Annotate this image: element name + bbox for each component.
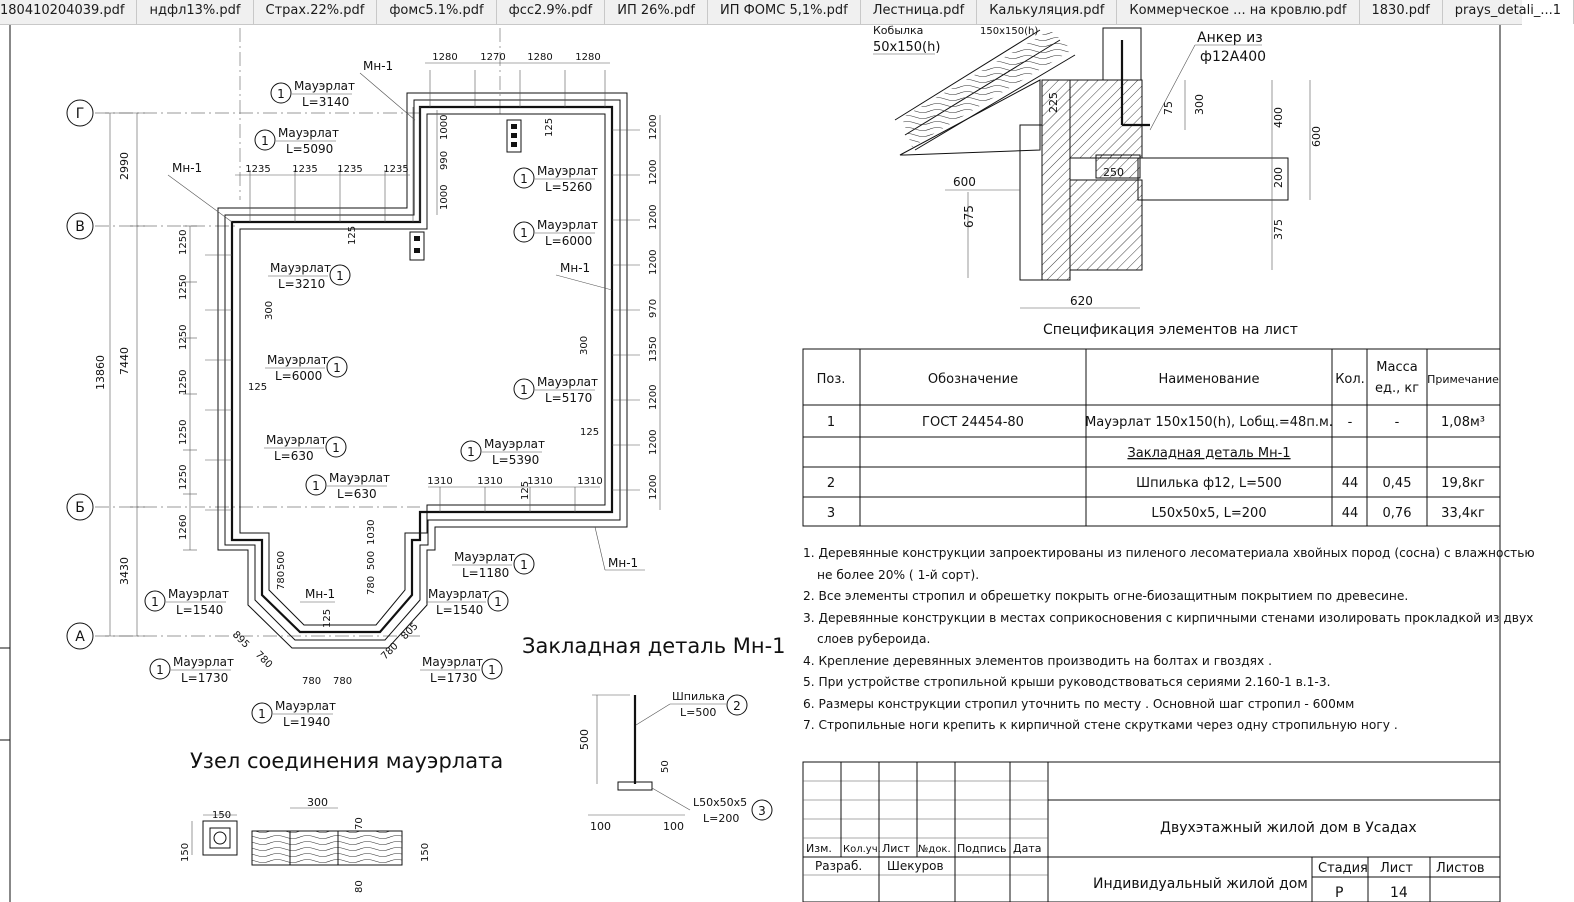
roof-size: 50x150(h) [873,40,941,55]
callout-name: Мауэрлат [454,550,516,564]
anchor-label: Анкер из [1197,30,1263,46]
dim-text: 1000 [439,184,450,210]
angle-length: L=200 [703,812,740,825]
anchor-size: ф12А400 [1200,49,1267,65]
dim-text: 780 [366,575,377,595]
pdf-tab[interactable]: Лестница.pdf [861,0,977,24]
callout-name: Мауэрлат [275,699,337,713]
dim-text: 1250 [178,369,189,395]
dim-text: 500 [366,550,377,570]
spec-cell: - [1347,415,1353,430]
callout-length: L=6000 [275,369,323,383]
bolt-label: Шпилька [672,690,726,703]
callout-length: L=630 [274,449,314,463]
dim-text: 13860 [94,355,107,390]
roof-plan [67,28,660,729]
callout-name: Мауэрлат [537,375,599,389]
dim-text: 1235 [245,164,271,175]
note-line: слоев рубероида. [817,632,931,646]
pdf-tab[interactable]: фомс5.1%.pdf [377,0,496,24]
pdf-tab[interactable]: ИП 26%.pdf [605,0,708,24]
mauerlat-callout [452,550,534,580]
spec-header: Примечание [1427,373,1499,386]
embed-part-label: Мн-1 [172,161,203,175]
spec-header: Поз. [816,372,846,387]
dim-text: 1200 [648,429,659,455]
callout-number: 1 [520,172,528,186]
dim-text: 1270 [480,52,506,63]
spec-cell: 0,45 [1382,476,1412,491]
dim-text: 1350 [648,336,659,362]
note-line: 4. Крепление деревянных элементов производить на болтах и гвоздях . [803,654,1272,668]
dim-text: 2990 [118,152,131,180]
dim-text: 1235 [383,164,409,175]
node-detail [180,796,431,893]
axis-label: В [75,219,85,235]
callout-name: Мауэрлат [428,587,490,601]
dim-text: 1260 [178,514,189,540]
callout-length: L=3140 [302,95,350,109]
dim-text: 1310 [427,476,453,487]
embed-part-label: Мн-1 [305,587,336,601]
axis-label: Г [75,106,85,122]
callout-number: 1 [494,595,502,609]
mauerlat-callout [264,433,346,463]
stamp-object: Индивидуальный жилой дом [1093,876,1308,892]
callout-name: Мауэрлат [278,126,340,140]
dim-text: 1200 [648,159,659,185]
dim-text: 125 [520,480,531,500]
dim-text: 100 [590,820,611,833]
dim-text: 1200 [648,249,659,275]
dim-text: 675 [962,205,976,228]
spec-cell: 33,4кг [1441,506,1485,521]
spec-cell: 44 [1341,506,1359,521]
stamp-stage-header: Стадия [1318,861,1368,876]
callout-length: L=630 [337,487,377,501]
mauerlat-callout [514,375,598,405]
dim-text: 125 [544,117,555,137]
wall-section [873,24,1323,338]
dim-text: 80 [354,880,365,893]
stamp-sheet: 14 [1390,885,1408,901]
callout-length: L=1540 [176,603,224,617]
pdf-tab[interactable]: Коммерческое ... на кровлю.pdf [1117,0,1359,24]
dim-text: 300 [1193,94,1206,115]
callout-name: Мауэрлат [168,587,230,601]
dim-text: 1250 [178,274,189,300]
dim-text: 1200 [648,384,659,410]
callout-number: 1 [261,134,269,148]
note-line: 5. При устройстве стропильной крыши руководствоваться сериями 2.160-1 в.1-3. [803,675,1331,689]
angle-label: L50x50x5 [693,796,748,809]
dim-text: 600 [1310,126,1323,147]
callout-length: L=3210 [278,277,326,291]
dim-text: 1200 [648,204,659,230]
embed-part-label: Мн-1 [560,261,591,275]
spec-cell: 1 [826,415,836,430]
dim-text: 70 [354,817,365,830]
dim-text: 150 [420,842,431,862]
general-notes [803,546,1535,732]
dim-text: 150 [180,842,191,862]
callout-name: Мауэрлат [270,261,332,275]
callout-length: L=1180 [462,566,510,580]
stamp-col: №док. [918,844,951,855]
dim-text: 600 [953,175,976,189]
dim-text: 500 [578,729,591,750]
dim-text: 300 [579,335,590,355]
spec-cell: Мауэрлат 150х150(h), Lобщ.=48п.м. [1085,415,1333,430]
note-line: 2. Все элементы стропил и обрешетку покрыть огне-биозащитным покрытием по древесине. [803,589,1409,603]
note-line: 1. Деревянные конструкции запроектированы из пиленого лесоматериала хвойных пород (сосна) с влажностью [803,546,1535,560]
dim-text: 125 [580,427,600,438]
spec-cell: 44 [1341,476,1359,491]
stamp-sheet-header: Лист [1380,861,1413,876]
note-line: не более 20% ( 1-й сорт). [817,568,980,582]
dim-text: 780 [252,649,275,671]
dim-text: 1280 [432,52,458,63]
dim-text: 1310 [577,476,603,487]
dim-text: 1030 [366,519,377,545]
spec-header: Масса [1376,360,1418,375]
callout-name: Мауэрлат [294,79,356,93]
dim-text: 100 [663,820,684,833]
dim-text: 780 [276,570,287,590]
dim-text: 1250 [178,324,189,350]
note-line: 6. Размеры конструкции стропил уточнить по месту . Основной шаг стропил - 600мм [803,697,1355,711]
dim-text: 805 [399,620,421,643]
spec-cell: 0,76 [1382,506,1412,521]
callout-name: Мауэрлат [537,218,599,232]
note-line: 7. Стропильные ноги крепить к кирпичной стене скрутками через одну стропильную ногу . [803,718,1398,732]
mauerlat-callout [426,587,508,617]
callout-name: Мауэрлат [267,353,329,367]
pdf-tab[interactable]: фсс2.9%.pdf [497,0,606,24]
callout-name: Мауэрлат [266,433,328,447]
dim-text: 3430 [118,557,131,585]
node-title: Узел соединения мауэрлата [190,749,504,773]
dim-text: 1200 [648,474,659,500]
callout-number: 3 [758,804,766,818]
callout-length: L=1940 [283,715,331,729]
spec-cell: 19,8кг [1441,476,1485,491]
stamp-project: Двухэтажный жилой дом в Усадах [1160,820,1417,836]
dim-text: 1200 [648,114,659,140]
callout-length: L=5170 [545,391,593,405]
spec-cell: 2 [826,476,836,491]
axis-label: А [75,629,85,645]
detail-title: Закладная деталь Мн-1 [522,634,786,658]
dim-text: 250 [1103,166,1124,179]
mauerlat-callout [145,587,229,617]
axis-label: Б [75,500,85,516]
dim-text: 780 [379,640,401,663]
stamp-sheets-header: Листов [1436,861,1485,876]
dim-text: 1235 [292,164,318,175]
callout-number: 1 [520,558,528,572]
spec-cell: - [1394,415,1400,430]
callout-number: 1 [336,269,344,283]
callout-number: 1 [520,226,528,240]
dim-text: 1250 [178,229,189,255]
dim-text: 1235 [337,164,363,175]
spec-header: Обозначение [927,372,1019,387]
callout-name: Мауэрлат [537,164,599,178]
dim-text: 125 [322,608,333,628]
dim-text: 1000 [439,114,450,140]
pdf-tab[interactable]: 180410204039.pdf [0,0,137,24]
spec-cell: ГОСТ 24454-80 [922,415,1024,430]
callout-length: L=5390 [492,453,540,467]
dim-text: 1280 [575,52,601,63]
section-partial-label: 150х150(h) [980,26,1039,37]
dim-text: 125 [347,225,358,245]
spec-header: Кол. [1335,372,1365,387]
spec-cell: Закладная деталь Мн-1 [1127,446,1291,461]
pdf-tab[interactable]: ндфл13%.pdf [137,0,253,24]
stamp-col: Лист [882,842,910,855]
spec-cell: Шпилька ф12, L=500 [1136,476,1282,491]
dim-text: 125 [248,382,268,393]
callout-number: 1 [488,663,496,677]
callout-name: Мауэрлат [484,437,546,451]
mauerlat-callout [461,437,545,467]
dim-text: 400 [1272,107,1285,128]
dim-text: 375 [1272,219,1285,240]
mauerlat-callout [271,79,355,109]
pdf-tab[interactable]: ИП ФОМС 5,1%.pdf [708,0,861,24]
spec-cell: 1,08м³ [1441,415,1485,430]
pdf-viewport[interactable] [0,24,1535,902]
dim-text: 1280 [527,52,553,63]
callout-length: L=5260 [545,180,593,194]
mauerlat-callout [268,261,350,291]
dim-text: 780 [302,676,322,687]
mauerlat-callout [306,471,390,501]
callout-number: 1 [258,707,266,721]
title-block [803,762,1500,902]
dim-text: 300 [264,300,275,320]
spec-table [803,349,1500,526]
dim-text: 7440 [118,347,131,375]
spec-caption: Спецификация элементов на лист [1043,322,1298,338]
dim-text: 1310 [527,476,553,487]
embed-part-label: Мн-1 [608,556,639,570]
embed-detail [578,690,772,833]
callout-length: L=1730 [181,671,229,685]
callout-number: 1 [467,445,475,459]
callout-length: L=5090 [286,142,334,156]
dim-text: 895 [229,629,252,651]
mauerlat-callout [255,126,339,156]
callout-name: Мауэрлат [422,655,484,669]
callout-length: L=6000 [545,234,593,248]
pdf-tab-bar [0,0,1562,25]
stamp-col: Кол.уч. [843,844,881,855]
pdf-tab[interactable]: Калькуляция.pdf [977,0,1117,24]
spec-header: Наименование [1158,372,1260,387]
dim-text: 970 [648,298,659,318]
dim-text: 1310 [477,476,503,487]
roof-label: Кобылка [873,24,924,37]
dim-text: 150 [212,810,232,821]
callout-name: Мауэрлат [173,655,235,669]
dim-text: 1250 [178,419,189,445]
callout-number: 1 [156,663,164,677]
spec-cell: L50x50x5, L=200 [1151,506,1267,521]
dim-text: 780 [333,676,353,687]
callout-number: 1 [520,383,528,397]
callout-number: 1 [277,87,285,101]
bolt-length: L=500 [680,706,717,719]
dim-text: 225 [1047,92,1060,113]
mauerlat-callout [514,164,598,194]
mauerlat-callout [514,218,598,248]
spec-header: ед., кг [1374,381,1420,396]
stamp-col: Изм. [806,842,832,855]
callout-length: L=1730 [430,671,478,685]
pdf-tab[interactable]: prays_detali_...1 [1443,0,1574,24]
stamp-stage: Р [1335,885,1344,901]
embed-part-label: Мн-1 [363,59,394,73]
dim-text: 50 [660,760,671,773]
dim-text: 300 [307,796,328,809]
dim-text: 620 [1070,294,1093,308]
dim-text: 1250 [178,464,189,490]
mauerlat-callout [252,699,336,729]
callout-name: Мауэрлат [329,471,391,485]
mauerlat-callout [420,655,502,685]
callout-number: 1 [312,479,320,493]
mauerlat-callout [150,655,234,685]
drawing-sheet [0,24,1535,902]
dim-text: 990 [439,150,450,170]
pdf-tab[interactable]: 1830.pdf [1360,0,1443,24]
callout-number: 1 [151,595,159,609]
pdf-tab[interactable]: Страх.22%.pdf [254,0,378,24]
callout-length: L=1540 [436,603,484,617]
stamp-col: Дата [1013,842,1042,855]
mauerlat-callout [265,353,347,383]
dim-text: 200 [1272,167,1285,188]
callout-number: 1 [332,441,340,455]
dim-text: 75 [1162,101,1175,115]
stamp-col: Подпись [957,842,1007,855]
dim-text: 500 [276,550,287,570]
spec-cell: 3 [826,506,836,521]
stamp-author: Шекуров [887,859,944,873]
callout-number: 1 [333,361,341,375]
stamp-role: Разраб. [815,859,863,873]
callout-number: 2 [733,699,741,713]
note-line: 3. Деревянные конструкции в местах соприкосновения с кирпичными стенами изолировать прокладкой из двух [803,611,1534,625]
